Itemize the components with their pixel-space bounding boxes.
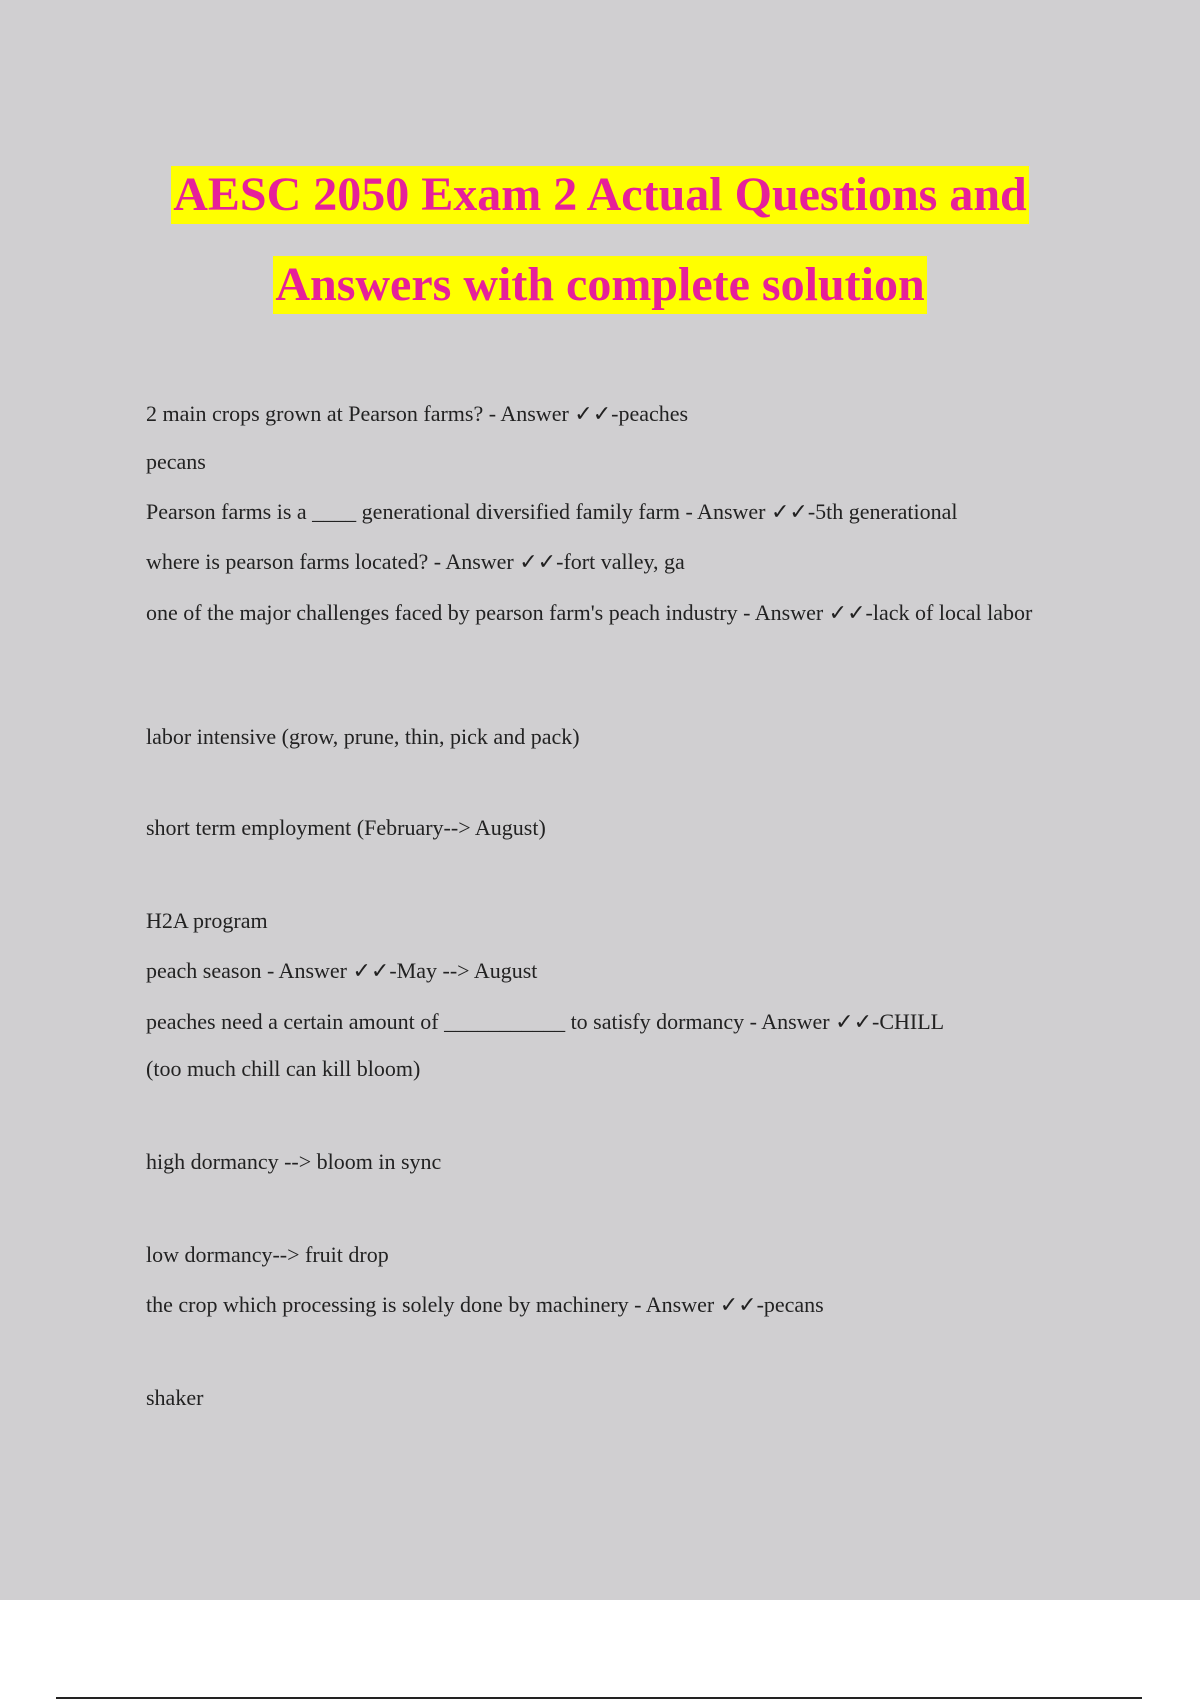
qa-line: labor intensive (grow, prune, thin, pick and pack) (146, 724, 580, 749)
qa-line: the crop which processing is solely done by machinery - Answer ✓✓-pecans (146, 1292, 824, 1317)
qa-line: short term employment (February--> August) (146, 815, 546, 840)
qa-line: shaker (146, 1385, 204, 1410)
qa-line: peaches need a certain amount of ___________ to satisfy dormancy - Answer ✓✓-CHILL (146, 1009, 945, 1034)
qa-line: Pearson farms is a ____ generational diversified family farm - Answer ✓✓-5th generational (146, 499, 958, 524)
qa-line: 2 main crops grown at Pearson farms? - Answer ✓✓-peaches (146, 401, 689, 426)
qa-line: high dormancy --> bloom in sync (146, 1149, 442, 1174)
qa-line: one of the major challenges faced by pearson farm's peach industry - Answer ✓✓-lack of local labor (146, 600, 1033, 625)
qa-line: peach season - Answer ✓✓-May --> August (146, 958, 538, 983)
qa-line: low dormancy--> fruit drop (146, 1242, 389, 1267)
title-line-2: Answers with complete solution (273, 256, 926, 314)
document-title (0, 166, 1200, 314)
qa-line: pecans (146, 449, 206, 474)
footer-divider (56, 1697, 1142, 1699)
title-line-1: AESC 2050 Exam 2 Actual Questions and (171, 166, 1028, 224)
qa-line: (too much chill can kill bloom) (146, 1056, 421, 1081)
qa-line: H2A program (146, 908, 268, 933)
qa-line: where is pearson farms located? - Answer ✓✓-fort valley, ga (146, 549, 685, 574)
